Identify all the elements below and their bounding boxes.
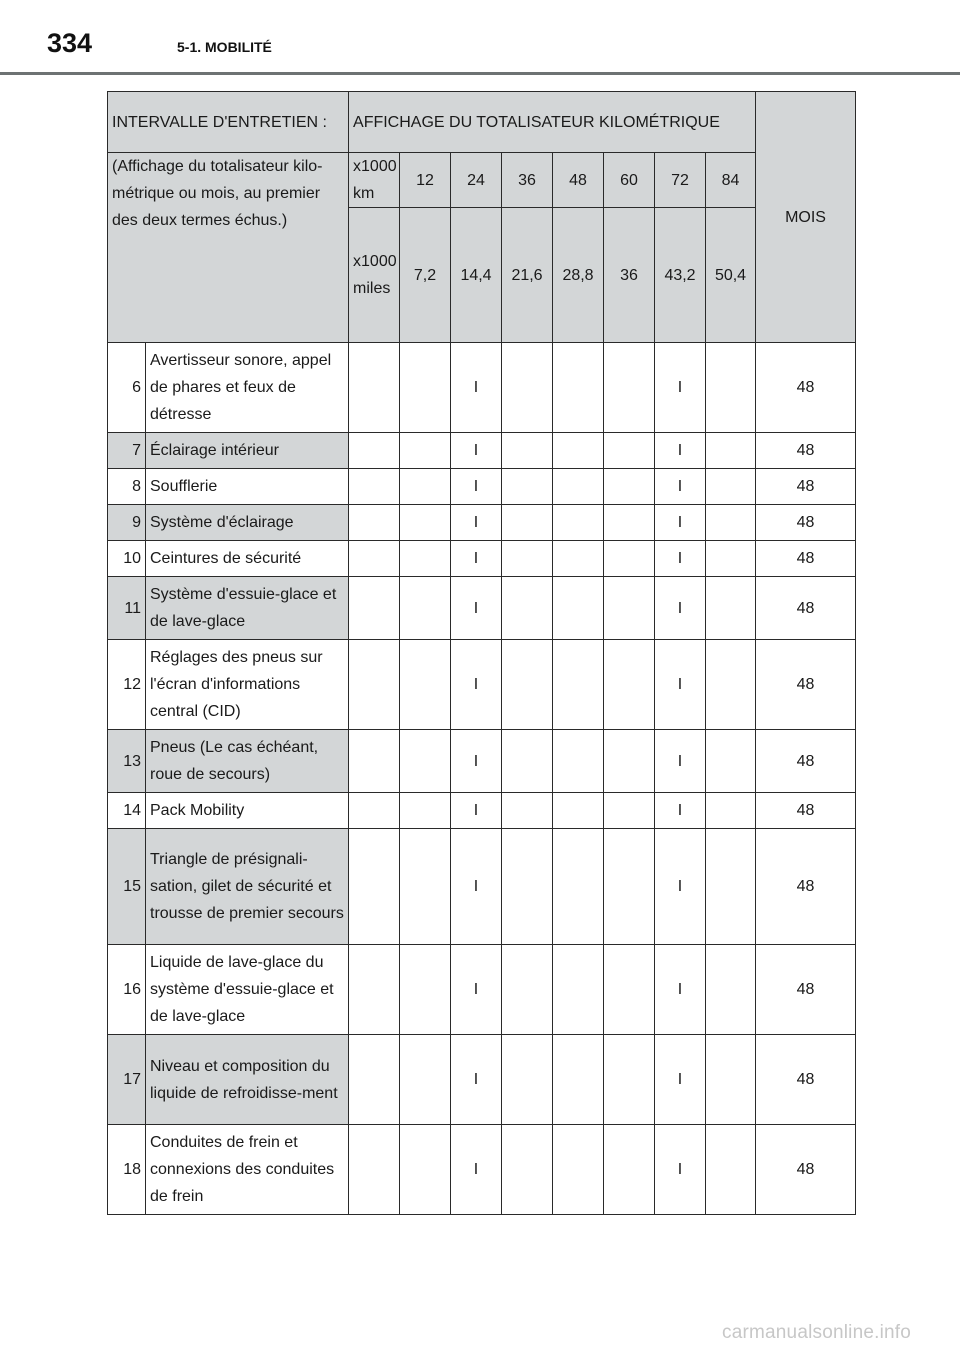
item-number-cell: 14	[108, 793, 146, 829]
interval-cell	[349, 730, 400, 793]
interval-cell: I	[451, 343, 502, 433]
interval-cell	[553, 640, 604, 730]
interval-cell: I	[451, 793, 502, 829]
interval-cell	[349, 1125, 400, 1215]
interval-cell: I	[451, 1125, 502, 1215]
months-cell: 48	[756, 793, 856, 829]
miles-value-cell: 7,2	[400, 208, 451, 343]
table-row	[108, 505, 856, 541]
interval-cell: I	[451, 829, 502, 945]
km-unit-cell: x1000 km	[349, 153, 400, 208]
interval-cell	[706, 433, 756, 469]
interval-cell: I	[451, 640, 502, 730]
km-value-cell: 48	[553, 153, 604, 208]
km-value-cell: 60	[604, 153, 655, 208]
interval-cell	[706, 1035, 756, 1125]
interval-cell	[349, 945, 400, 1035]
item-name-cell: Système d'essuie-glace et de lave-glace	[146, 577, 349, 640]
interval-cell	[400, 730, 451, 793]
table-row	[108, 793, 856, 829]
interval-cell	[553, 730, 604, 793]
months-heading-cell: MOIS	[756, 92, 856, 343]
interval-cell: I	[655, 1035, 706, 1125]
item-number-cell: 8	[108, 469, 146, 505]
item-name-cell: Avertisseur sonore, appel de phares et feux de détresse	[146, 343, 349, 433]
interval-cell	[604, 541, 655, 577]
miles-value-cell: 50,4	[706, 208, 756, 343]
interval-cell	[502, 945, 553, 1035]
interval-cell	[553, 541, 604, 577]
interval-cell: I	[655, 793, 706, 829]
km-value-cell: 84	[706, 153, 756, 208]
watermark: carmanualsonline.info	[722, 1322, 912, 1343]
miles-value-cell: 21,6	[502, 208, 553, 343]
interval-cell	[604, 1035, 655, 1125]
item-name-cell: Éclairage intérieur	[146, 433, 349, 469]
maintenance-schedule-table	[107, 91, 856, 1215]
interval-cell	[604, 469, 655, 505]
interval-cell	[349, 640, 400, 730]
interval-cell	[553, 793, 604, 829]
interval-cell	[349, 793, 400, 829]
interval-cell	[502, 793, 553, 829]
interval-cell: I	[655, 640, 706, 730]
interval-cell	[604, 1125, 655, 1215]
interval-cell	[349, 343, 400, 433]
interval-cell	[400, 829, 451, 945]
interval-cell	[706, 541, 756, 577]
interval-cell	[400, 640, 451, 730]
interval-cell	[502, 433, 553, 469]
miles-unit-cell: x1000 miles	[349, 208, 400, 343]
item-name-cell: Conduites de frein et connexions des conduites de frein	[146, 1125, 349, 1215]
interval-cell: I	[655, 541, 706, 577]
interval-cell	[706, 793, 756, 829]
item-name-cell: Niveau et composition du liquide de refroidisse-ment	[146, 1035, 349, 1125]
table-row	[108, 1125, 856, 1215]
interval-cell	[400, 433, 451, 469]
interval-cell: I	[451, 945, 502, 1035]
interval-note-cell: (Affichage du totalisateur kilo-métrique ou mois, au premier des deux termes échus.)	[108, 153, 349, 343]
interval-cell: I	[451, 505, 502, 541]
interval-cell	[502, 505, 553, 541]
interval-cell	[706, 730, 756, 793]
miles-value-cell: 43,2	[655, 208, 706, 343]
km-value-cell: 24	[451, 153, 502, 208]
interval-cell	[349, 541, 400, 577]
miles-value-cell: 36	[604, 208, 655, 343]
interval-cell	[349, 433, 400, 469]
interval-cell	[604, 945, 655, 1035]
interval-cell	[553, 433, 604, 469]
item-number-cell: 13	[108, 730, 146, 793]
interval-cell	[502, 640, 553, 730]
item-name-cell: Ceintures de sécurité	[146, 541, 349, 577]
interval-cell: I	[451, 541, 502, 577]
months-cell: 48	[756, 829, 856, 945]
interval-cell	[553, 829, 604, 945]
interval-cell: I	[451, 433, 502, 469]
interval-cell	[553, 1125, 604, 1215]
months-cell: 48	[756, 469, 856, 505]
item-name-cell: Liquide de lave-glace du système d'essuie-glace et de lave-glace	[146, 945, 349, 1035]
months-cell: 48	[756, 577, 856, 640]
item-number-cell: 18	[108, 1125, 146, 1215]
table-row	[108, 541, 856, 577]
interval-cell: I	[451, 730, 502, 793]
interval-cell	[349, 829, 400, 945]
header-divider	[0, 72, 960, 75]
interval-cell	[400, 1125, 451, 1215]
table-row	[108, 1035, 856, 1125]
interval-cell	[349, 505, 400, 541]
interval-cell: I	[655, 433, 706, 469]
item-number-cell: 12	[108, 640, 146, 730]
interval-label-cell: INTERVALLE D'ENTRETIEN :	[108, 92, 349, 153]
odometer-heading-cell: AFFICHAGE DU TOTALISATEUR KILOMÉTRIQUE	[349, 92, 756, 153]
interval-cell: I	[655, 577, 706, 640]
interval-cell	[604, 433, 655, 469]
table-row	[108, 343, 856, 433]
interval-cell	[553, 1035, 604, 1125]
item-number-cell: 9	[108, 505, 146, 541]
item-number-cell: 7	[108, 433, 146, 469]
item-name-cell: Pneus (Le cas échéant, roue de secours)	[146, 730, 349, 793]
interval-cell	[502, 829, 553, 945]
interval-cell	[502, 469, 553, 505]
table-row	[108, 730, 856, 793]
page-header	[0, 0, 960, 76]
interval-cell	[706, 469, 756, 505]
item-name-cell: Réglages des pneus sur l'écran d'informations central (CID)	[146, 640, 349, 730]
interval-cell	[553, 577, 604, 640]
interval-cell	[706, 1125, 756, 1215]
km-value-cell: 72	[655, 153, 706, 208]
table-row	[108, 433, 856, 469]
miles-value-cell: 28,8	[553, 208, 604, 343]
months-cell: 48	[756, 730, 856, 793]
table-row	[108, 829, 856, 945]
interval-cell: I	[655, 945, 706, 1035]
section-title: 5-1. MOBILITÉ	[177, 39, 272, 55]
interval-cell	[553, 945, 604, 1035]
item-number-cell: 15	[108, 829, 146, 945]
months-cell: 48	[756, 433, 856, 469]
interval-cell	[604, 577, 655, 640]
miles-value-cell: 14,4	[451, 208, 502, 343]
interval-cell: I	[655, 505, 706, 541]
interval-cell: I	[655, 1125, 706, 1215]
months-cell: 48	[756, 1125, 856, 1215]
table-row	[108, 469, 856, 505]
interval-cell	[604, 640, 655, 730]
table-row	[108, 640, 856, 730]
km-value-cell: 36	[502, 153, 553, 208]
interval-cell	[349, 577, 400, 640]
interval-cell	[604, 730, 655, 793]
interval-cell: I	[655, 343, 706, 433]
interval-cell	[400, 945, 451, 1035]
interval-cell	[553, 343, 604, 433]
interval-cell	[502, 1035, 553, 1125]
interval-cell	[706, 577, 756, 640]
months-cell: 48	[756, 640, 856, 730]
item-name-cell: Pack Mobility	[146, 793, 349, 829]
item-name-cell: Soufflerie	[146, 469, 349, 505]
item-number-cell: 16	[108, 945, 146, 1035]
interval-cell	[349, 1035, 400, 1125]
interval-cell	[349, 469, 400, 505]
item-name-cell: Système d'éclairage	[146, 505, 349, 541]
interval-cell	[400, 577, 451, 640]
interval-cell	[502, 730, 553, 793]
interval-cell	[706, 829, 756, 945]
interval-cell	[553, 505, 604, 541]
interval-cell: I	[451, 1035, 502, 1125]
interval-cell	[400, 793, 451, 829]
interval-cell	[400, 343, 451, 433]
months-cell: 48	[756, 945, 856, 1035]
page-number: 334	[47, 28, 93, 58]
table-row	[108, 945, 856, 1035]
interval-cell	[502, 577, 553, 640]
interval-cell	[604, 793, 655, 829]
km-value-cell: 12	[400, 153, 451, 208]
item-number-cell: 11	[108, 577, 146, 640]
months-cell: 48	[756, 541, 856, 577]
item-number-cell: 10	[108, 541, 146, 577]
interval-cell	[604, 343, 655, 433]
interval-cell	[400, 1035, 451, 1125]
interval-cell: I	[655, 469, 706, 505]
interval-cell	[400, 469, 451, 505]
months-cell: 48	[756, 343, 856, 433]
interval-cell	[502, 343, 553, 433]
interval-cell: I	[655, 829, 706, 945]
interval-cell	[706, 343, 756, 433]
interval-cell	[604, 505, 655, 541]
interval-cell	[502, 541, 553, 577]
interval-cell: I	[655, 730, 706, 793]
interval-cell: I	[451, 469, 502, 505]
interval-cell	[706, 945, 756, 1035]
interval-cell	[706, 640, 756, 730]
months-cell: 48	[756, 505, 856, 541]
item-number-cell: 6	[108, 343, 146, 433]
interval-cell	[706, 505, 756, 541]
interval-cell	[400, 505, 451, 541]
item-number-cell: 17	[108, 1035, 146, 1125]
months-cell: 48	[756, 1035, 856, 1125]
interval-cell	[604, 829, 655, 945]
item-name-cell: Triangle de présignali-sation, gilet de sécurité et trousse de premier secours	[146, 829, 349, 945]
table-row	[108, 577, 856, 640]
interval-cell	[502, 1125, 553, 1215]
interval-cell: I	[451, 577, 502, 640]
interval-cell	[400, 541, 451, 577]
interval-cell	[553, 469, 604, 505]
